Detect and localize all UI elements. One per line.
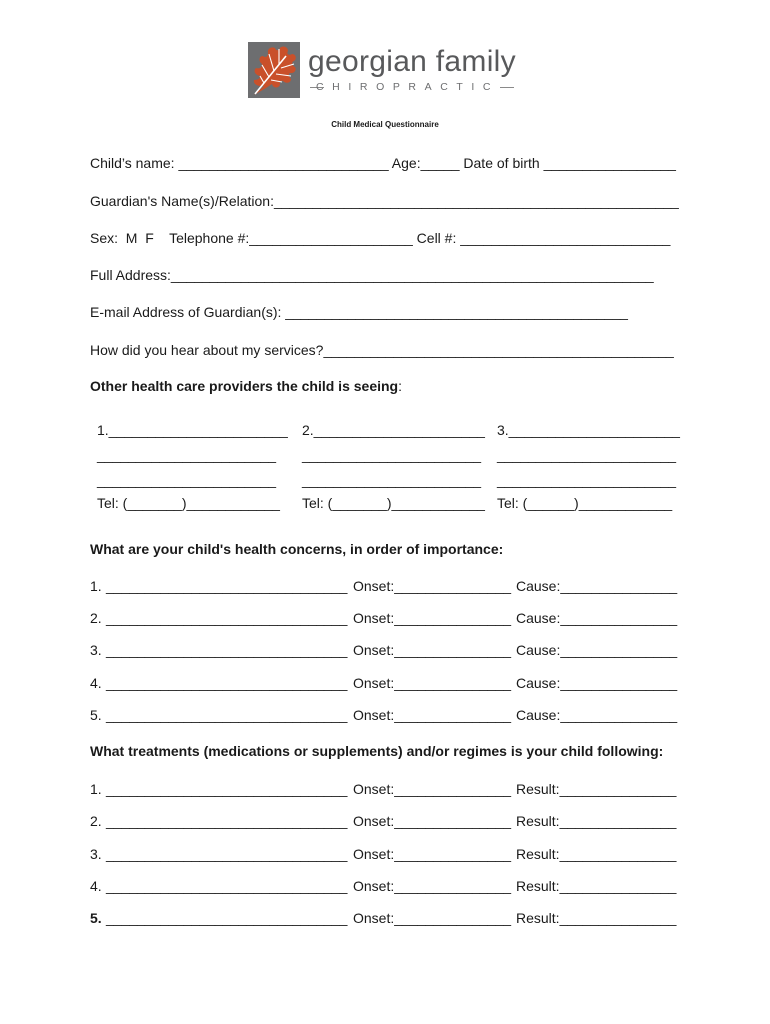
- concern-cause-field[interactable]: Cause:_______________: [516, 707, 678, 723]
- provider-3-line-2[interactable]: _______________________: [497, 447, 677, 463]
- concern-cause-field[interactable]: Cause:_______________: [516, 675, 678, 691]
- brand-rule-right: [500, 87, 514, 88]
- concern-number: 1.: [90, 578, 102, 594]
- treatment-number: 1.: [90, 781, 102, 797]
- concern-cause-field[interactable]: Cause:_______________: [516, 610, 678, 626]
- oak-leaf-icon: [248, 42, 300, 98]
- treatment-onset-field[interactable]: Onset:_______________: [353, 878, 512, 894]
- treatment-result-field[interactable]: Result:_______________: [516, 846, 677, 862]
- concern-field[interactable]: _______________________________: [106, 642, 348, 658]
- treatment-onset-field[interactable]: Onset:_______________: [353, 846, 512, 862]
- treatment-onset-field[interactable]: Onset:_______________: [353, 910, 512, 926]
- concern-field[interactable]: _______________________________: [106, 707, 348, 723]
- concern-onset-field[interactable]: Onset:_______________: [353, 707, 512, 723]
- treatment-number: 3.: [90, 846, 102, 862]
- treatment-onset-field[interactable]: Onset:_______________: [353, 813, 512, 829]
- provider-3-line-3[interactable]: _______________________: [497, 472, 677, 488]
- concern-cause-field[interactable]: Cause:_______________: [516, 642, 678, 658]
- provider-3-tel-field[interactable]: Tel: (______)____________: [497, 495, 673, 511]
- treatment-result-field[interactable]: Result:_______________: [516, 878, 677, 894]
- brand-logo: [248, 42, 528, 98]
- concern-cause-field[interactable]: Cause:_______________: [516, 578, 678, 594]
- guardian-email-field[interactable]: E-mail Address of Guardian(s): ____________________________________________: [90, 304, 628, 320]
- provider-1-name-field[interactable]: 1._______________________: [97, 422, 288, 438]
- concern-onset-field[interactable]: Onset:_______________: [353, 675, 512, 691]
- providers-heading: [90, 378, 402, 394]
- provider-1-line-3[interactable]: _______________________: [97, 472, 277, 488]
- logo-box: [248, 42, 300, 98]
- concern-field[interactable]: _______________________________: [106, 675, 348, 691]
- sex-phone-cell-field[interactable]: Sex: M F Telephone #:_____________________ Cell #: ___________________________: [90, 230, 671, 246]
- provider-2-tel-field[interactable]: Tel: (_______)____________: [302, 495, 485, 511]
- treatments-heading: What treatments (medications or supplements) and/or regimes is your child following:: [90, 743, 664, 759]
- concern-onset-field[interactable]: Onset:_______________: [353, 642, 512, 658]
- concern-number: 2.: [90, 610, 102, 626]
- treatment-result-field[interactable]: Result:_______________: [516, 910, 677, 926]
- treatment-field[interactable]: _______________________________: [106, 813, 348, 829]
- concern-field[interactable]: _______________________________: [106, 610, 348, 626]
- child-name-age-dob-field[interactable]: Child’s name: ___________________________ Age:_____ Date of birth _________________: [90, 155, 676, 171]
- provider-2-line-2[interactable]: _______________________: [302, 447, 482, 463]
- provider-1-line-2[interactable]: _______________________: [97, 447, 277, 463]
- concern-field[interactable]: _______________________________: [106, 578, 348, 594]
- concerns-heading: What are your child's health concerns, in order of importance:: [90, 541, 504, 557]
- concern-number: 3.: [90, 642, 102, 658]
- full-address-field[interactable]: Full Address:______________________________________________________________: [90, 267, 654, 283]
- treatment-result-field[interactable]: Result:_______________: [516, 781, 677, 797]
- treatment-result-field[interactable]: Result:_______________: [516, 813, 677, 829]
- page-title: Child Medical Questionnaire: [331, 120, 439, 129]
- concern-number: 5.: [90, 707, 102, 723]
- brand-name: georgian family: [308, 45, 516, 78]
- provider-3-name-field[interactable]: 3.______________________: [497, 422, 680, 438]
- treatment-field[interactable]: _______________________________: [106, 781, 348, 797]
- treatment-onset-field[interactable]: Onset:_______________: [353, 781, 512, 797]
- referral-source-field[interactable]: How did you hear about my services?_____________________________________________: [90, 342, 674, 358]
- provider-1-tel-field[interactable]: Tel: (_______)____________: [97, 495, 280, 511]
- treatment-number: 2.: [90, 813, 102, 829]
- guardian-name-field[interactable]: Guardian's Name(s)/Relation:____________________________________________________: [90, 193, 679, 209]
- treatment-number: 5.: [90, 910, 102, 926]
- concern-onset-field[interactable]: Onset:_______________: [353, 610, 512, 626]
- concern-onset-field[interactable]: Onset:_______________: [353, 578, 512, 594]
- providers-heading-text: Other health care providers the child is seeing: [90, 378, 399, 394]
- treatment-field[interactable]: _______________________________: [106, 878, 348, 894]
- treatment-number: 4.: [90, 878, 102, 894]
- provider-2-name-field[interactable]: 2.______________________: [302, 422, 485, 438]
- providers-heading-colon: :: [398, 378, 402, 394]
- brand-subtitle: CHIROPRACTIC: [316, 81, 500, 93]
- concern-number: 4.: [90, 675, 102, 691]
- treatment-field[interactable]: _______________________________: [106, 910, 348, 926]
- treatment-field[interactable]: _______________________________: [106, 846, 348, 862]
- provider-2-line-3[interactable]: _______________________: [302, 472, 482, 488]
